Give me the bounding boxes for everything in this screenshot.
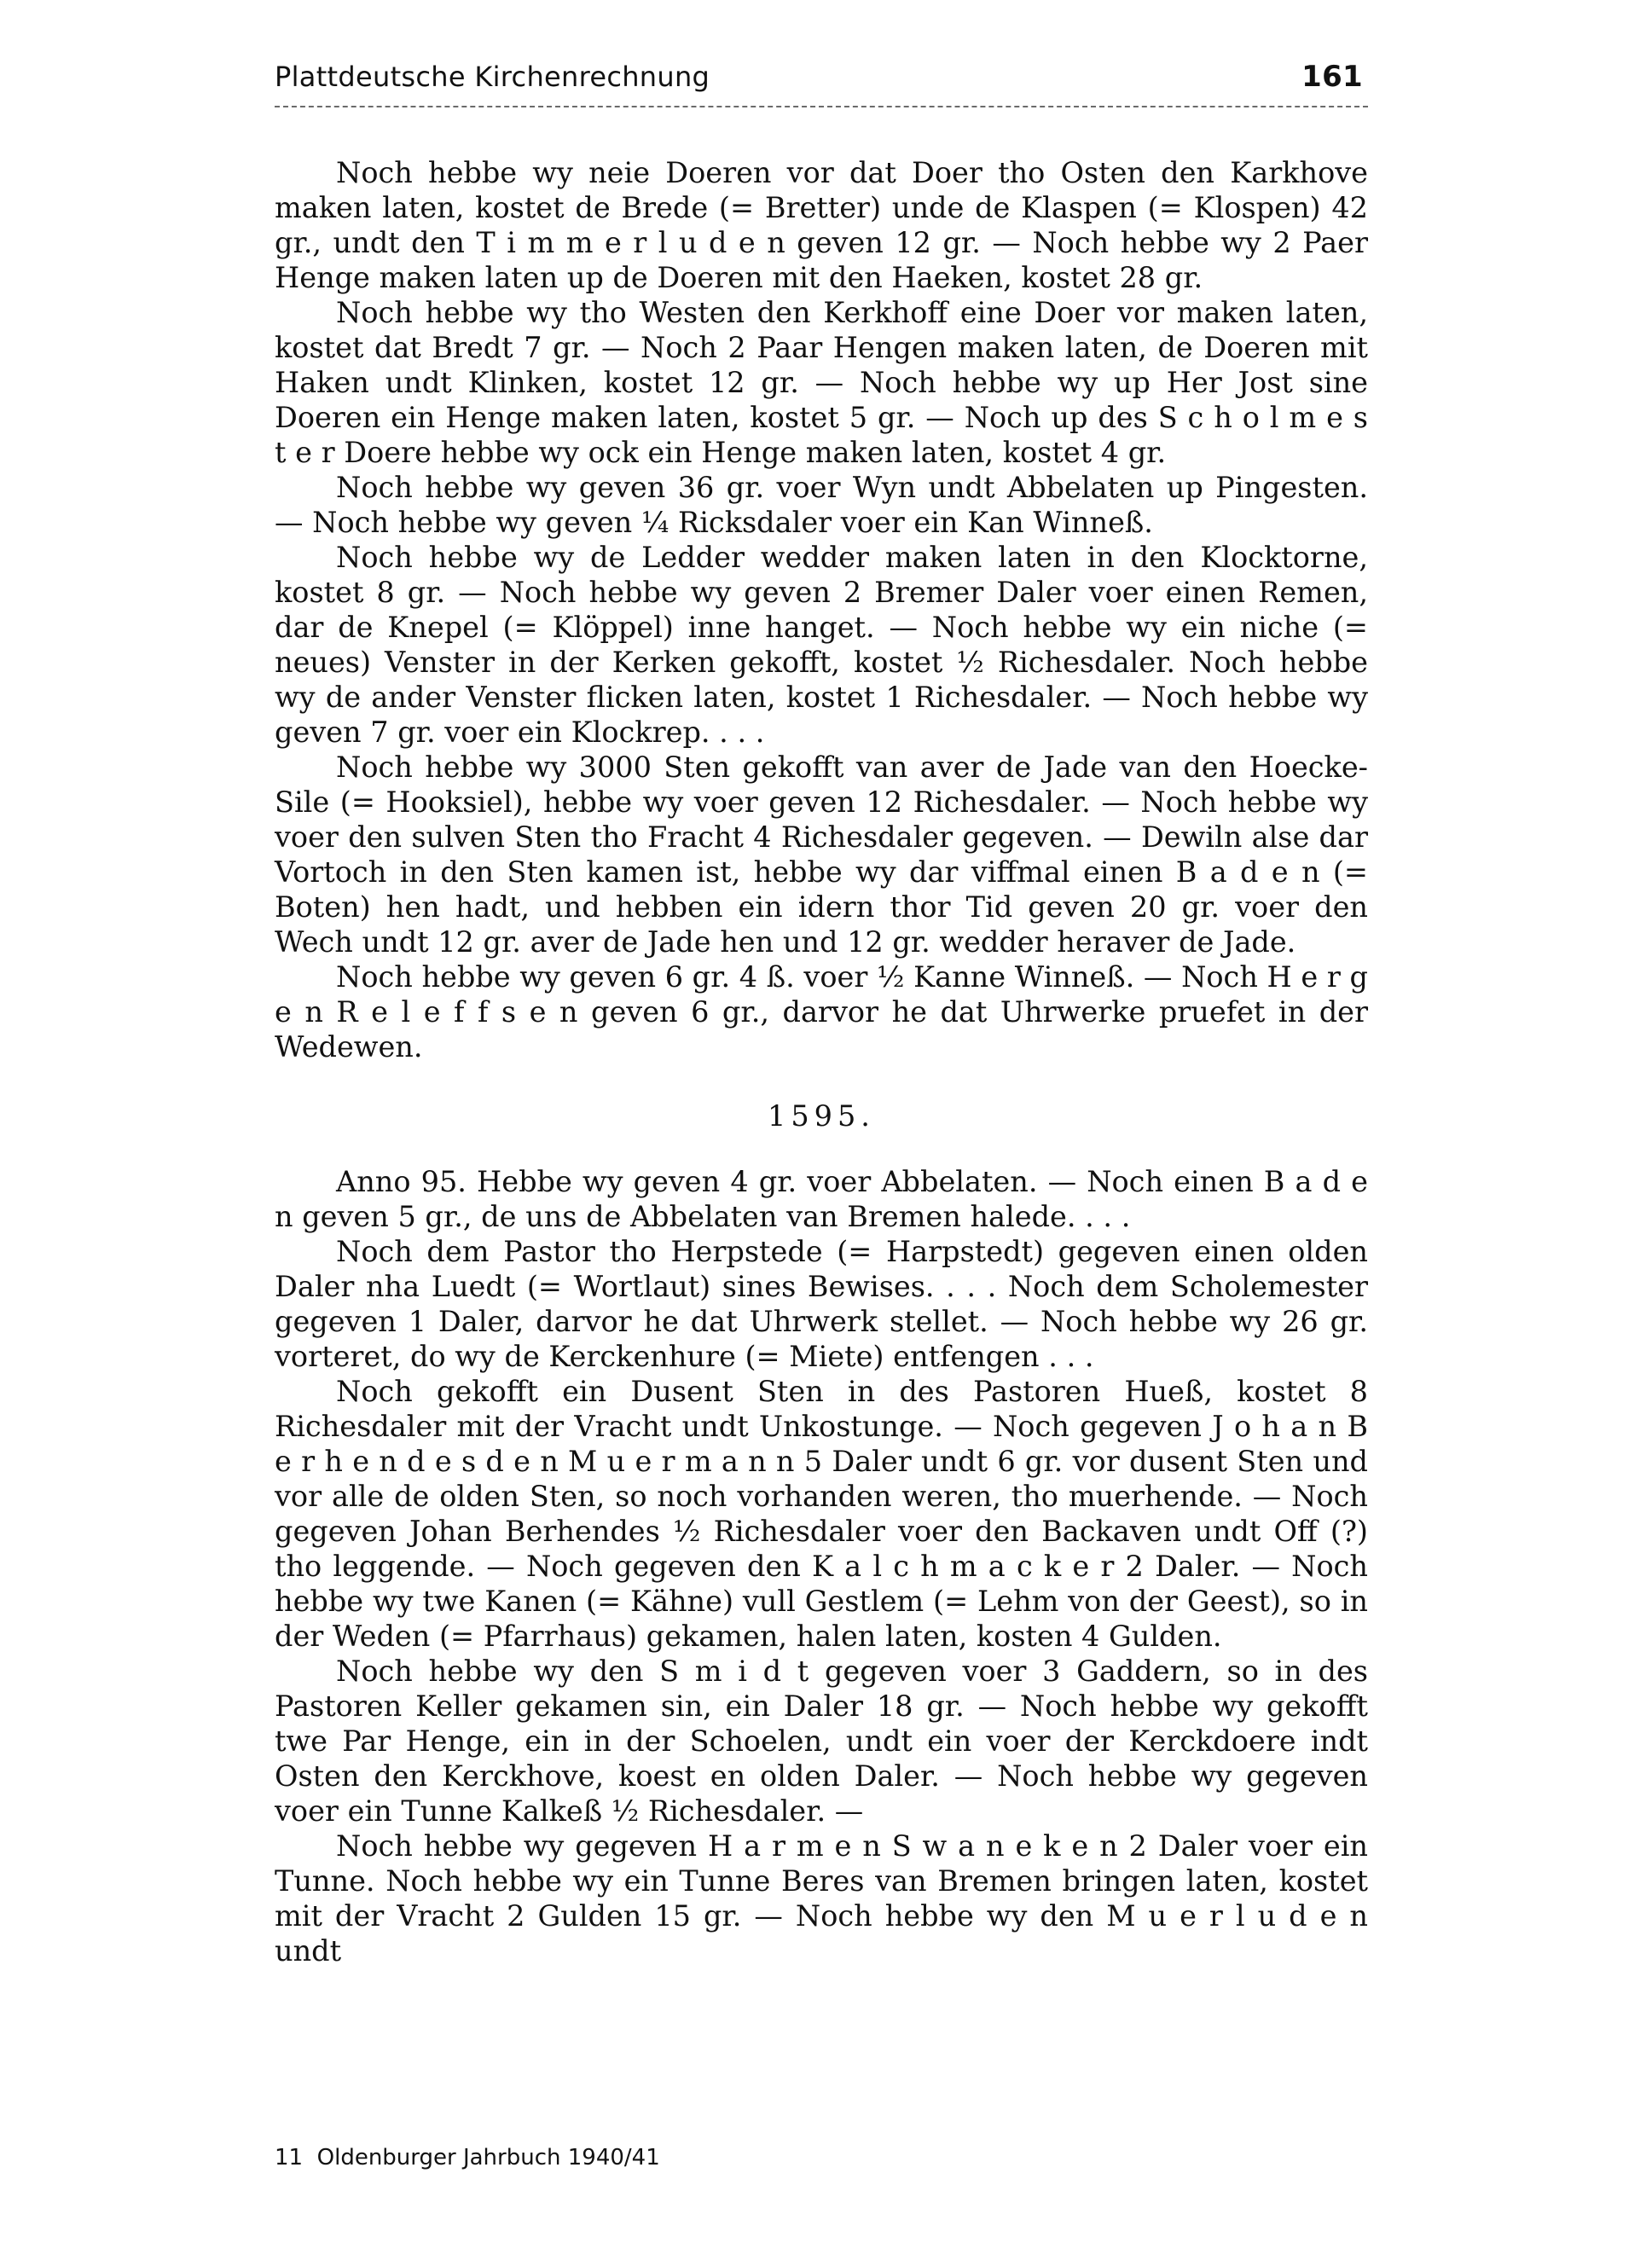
running-header	[275, 60, 1368, 94]
paragraph: Noch hebbe wy 3000 Sten gekofft van aver de Jade van den Hoecke-Sile (= Hooksiel), hebbe wy voer geven 12 Richesdaler. — Noch hebbe wy voer den sulven Sten tho Fracht 4 Richesdaler gegeven. — Dewiln alse dar Vortoch in den Sten kamen ist, hebbe wy dar viffmal einen B a d e n (= Boten) hen hadt, und hebben ein idern thor Tid geven 20 gr. voer den Wech undt 12 gr. aver de Jade hen und 12 gr. wedder heraver de Jade.	[275, 751, 1368, 959]
paragraph: Noch gekofft ein Dusent Sten in des Pastoren Hueß, kostet 8 Richesdaler mit der Vracht undt Unkostunge. — Noch gegeven J o h a n B e r h e n d e s d e n M u e r m a n n 5 Daler undt 6 gr. vor dusent Sten und vor alle de olden Sten, so noch vorhanden weren, tho muerhende. — Noch gegeven Johan Berhendes ½ Richesdaler voer den Backaven undt Off (?) tho leggende. — Noch gegeven den K a l c h m a c k e r 2 Daler. — Noch hebbe wy twe Kanen (= Kähne) vull Gestlem (= Lehm von der Geest), so in der Weden (= Pfarrhaus) gekamen, halen laten, kosten 4 Gulden.	[275, 1375, 1368, 1653]
header-rule	[275, 106, 1368, 107]
footer-source: Oldenburger Jahrbuch 1940/41	[316, 2145, 660, 2170]
paragraph: Noch hebbe wy geven 6 gr. 4 ß. voer ½ Kanne Winneß. — Noch H e r g e n R e l e f f s e n geven 6 gr., darvor he dat Uhrwerke pruefet in der Wedewen.	[275, 960, 1368, 1063]
paragraph: Anno 95. Hebbe wy geven 4 gr. voer Abbelaten. — Noch einen B a d e n geven 5 gr., de uns de Abbelaten van Bremen halede. . . .	[275, 1165, 1368, 1233]
paragraph: Noch hebbe wy neie Doeren vor dat Doer tho Osten den Karkhove maken laten, kostet de Brede (= Bretter) unde de Klaspen (= Klospen) 42 gr., undt den T i m m e r l u d e n geven 12 gr. — Noch hebbe wy 2 Paer Henge maken laten up de Doeren mit den Haeken, kostet 28 gr.	[275, 156, 1368, 294]
running-title: Plattdeutsche Kirchenrechnung	[275, 61, 710, 93]
paragraph: Noch hebbe wy tho Westen den Kerkhoff eine Doer vor maken laten, kostet dat Bredt 7 gr. — Noch 2 Paar Hengen maken laten, de Doeren mit Haken undt Klinken, kostet 12 gr. — Noch hebbe wy up Her Jost sine Doeren ein Henge maken laten, kostet 5 gr. — Noch up des S c h o l m e s t e r Doere hebbe wy ock ein Henge maken laten, kostet 4 gr.	[275, 296, 1368, 469]
body-text	[275, 155, 1368, 1968]
signature-mark: 11	[275, 2145, 304, 2170]
paragraph: Noch dem Pastor tho Herpstede (= Harpstedt) gegeven einen olden Daler nha Luedt (= Wortlaut) sines Bewises. . . . Noch dem Scholemester gegeven 1 Daler, darvor he dat Uhrwerk stellet. — Noch hebbe wy 26 gr. vorteret, do wy de Kerckenhure (= Miete) entfengen . . .	[275, 1235, 1368, 1373]
paragraph: Noch hebbe wy de Ledder wedder maken laten in den Klocktorne, kostet 8 gr. — Noch hebbe wy geven 2 Bremer Daler voer einen Remen, dar de Knepel (= Klöppel) inne hanget. — Noch hebbe wy ein niche (= neues) Venster in der Kerken gekofft, kostet ½ Richesdaler. Noch hebbe wy de ander Venster flicken laten, kostet 1 Richesdaler. — Noch hebbe wy geven 7 gr. voer ein Klockrep. . . .	[275, 541, 1368, 749]
year-heading: 1595.	[768, 1099, 875, 1133]
paragraph: Noch hebbe wy den S m i d t gegeven voer 3 Gaddern, so in des Pastoren Keller gekamen sin, ein Daler 18 gr. — Noch hebbe wy gekofft twe Par Henge, ein in der Schoelen, undt ein voer der Kerckdoere indt Osten den Kerckhove, koest en olden Daler. — Noch hebbe wy gegeven voer ein Tunne Kalkeß ½ Richesdaler. —	[275, 1655, 1368, 1828]
page-footer	[275, 2145, 660, 2170]
paragraph: Noch hebbe wy gegeven H a r m e n S w a n e k e n 2 Daler voer ein Tunne. Noch hebbe wy ein Tunne Beres van Bremen bringen laten, kostet mit der Vracht 2 Gulden 15 gr. — Noch hebbe wy den M u e r l u d e n undt	[275, 1829, 1368, 1968]
paragraph: Noch hebbe wy geven 36 gr. voer Wyn undt Abbelaten up Pingesten. — Noch hebbe wy geven ¼ Ricksdaler voer ein Kan Winneß.	[275, 471, 1368, 539]
page-number: 161	[1301, 60, 1363, 94]
